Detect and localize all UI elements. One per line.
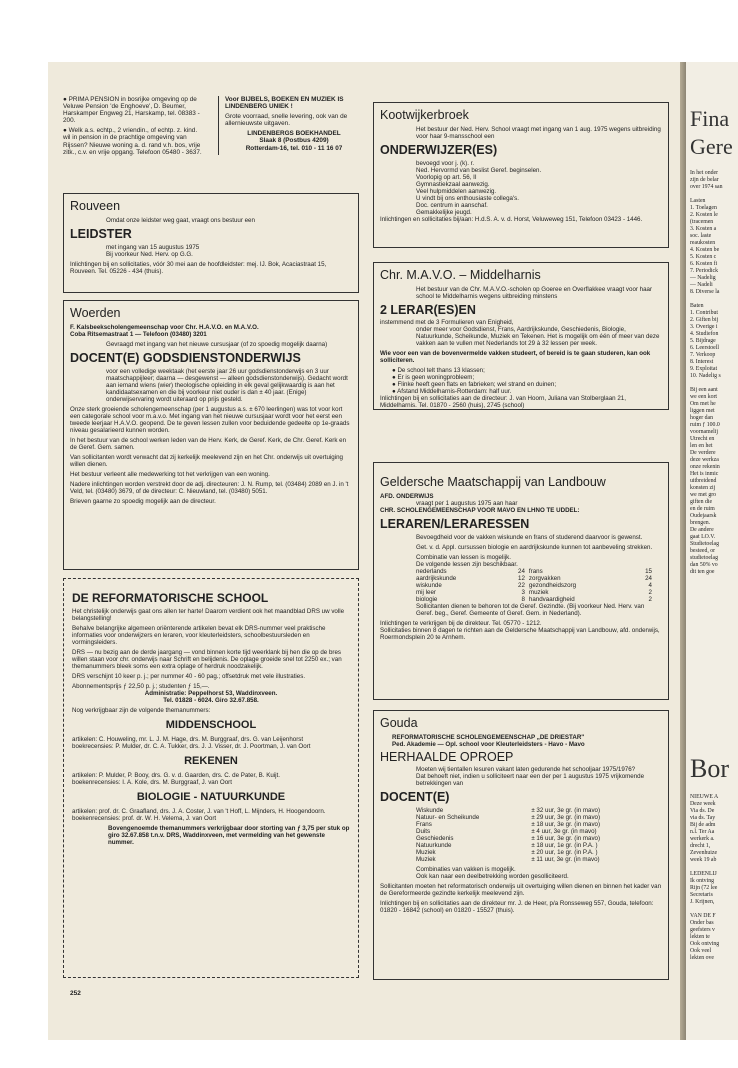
gouda-role: DOCENT(E) [380, 790, 450, 804]
table-cell: Natuur- en Scheikunde [416, 814, 480, 821]
table-cell: Muziek [416, 856, 436, 863]
table-cell: Duits [416, 828, 431, 835]
landbouw-school: CHR. SCHOLENGEMEENSCHAP VOOR MAVO EN LHNO TE UDDEL: [380, 507, 580, 514]
ad-rijssen: ● Welk a.s. echtp., 2 vriendin., of echtp. z. kind. wil in pension in de prachtige omgeving van Rijssen? Nieuwe woning a. d. rand v.h. bos, vrije zitk., c.v. en vrije opgang. Telefoon 05480 - 3637. [63, 127, 202, 156]
right-text-line: liggen met [690, 408, 715, 414]
landbouw-role: LERAREN/LERARESSEN [380, 517, 530, 531]
right-page-fragment [686, 62, 738, 1040]
right-text-line: studietoelag [690, 555, 719, 561]
right-text-line: 9. Exploitat [690, 366, 718, 372]
table-row [416, 575, 656, 582]
right-text-line: 3. Overige i [690, 324, 718, 330]
page-number: 252 [70, 990, 81, 997]
right-text-line: dit ten goe [690, 569, 715, 575]
right-text-line: deze werkza [690, 457, 719, 463]
right-text-line: konsten zij [690, 485, 716, 491]
drs-theme2: REKENEN [184, 755, 238, 767]
landbouw-l3: Combinatie van lessen is mogelijk. [416, 554, 511, 561]
table-row [416, 821, 656, 828]
gouda-org1: REFORMATORISCHE SCHOLENGEMEENSCHAP „DE DRIESTAR" [392, 734, 585, 741]
kootwijk-l5: Veel hulpmiddelen aanwezig. [416, 188, 497, 195]
drs-p5: Abonnementsprijs ƒ 22,50 p. j.; studenten ƒ 15,—. [72, 683, 210, 690]
landbouw-info2: Sollicitaties binnen 8 dagen te richten aan de Geldersche Maatschappij van Landbouw, afd. onderwijs, Roermondsplein 20 te Arnhem. [380, 627, 660, 641]
mavo-bold: Wie voor een van de bovenvermelde vakken studeert, of bereid is te gaan studeren, kan ook solliciteren. [380, 350, 651, 364]
drs-p6: Nog verkrijgbaar zijn de volgende themanummers: [72, 707, 211, 714]
right-text-line: Zevenhuize [690, 850, 718, 856]
drs-theme1: MIDDENSCHOOL [165, 719, 257, 731]
table-row [416, 589, 656, 596]
rouveen-l2: Bij voorkeur Ned. Herv. op G.G. [106, 251, 193, 258]
drs-p2: Behalve belangrijke algemeen oriënterende artikelen bevat elk DRS-nummer veel praktische informaties voor onderwijzers en leraren, voor kleuterleidsters, schoolbestuursleden en vormingsleiders. [72, 625, 326, 646]
classified-ads [63, 96, 205, 159]
right-text-line: De andere [690, 527, 714, 533]
table-cell: frans [528, 568, 543, 575]
right-text-line: Lasten [690, 198, 706, 204]
right-text-line: In het onder [690, 170, 719, 176]
table-cell: ± 18 uur, 1e gr. (in P.A. ) [531, 842, 598, 849]
right-text-line: over 1974 san [690, 184, 723, 190]
lindenberg-addr1: Slaak 8 (Postbus 4209) [259, 137, 329, 145]
table-cell: Natuurkunde [416, 842, 452, 849]
drs-theme1-reviews: boekrecensies: P. Mulder, dr. C. A. Tukker, drs. J. J. Visser, dr. J. Poortman, J. van Oort [72, 743, 311, 750]
mavo-body: onder meer voor Godsdienst, Frans, Aardrijkskunde, Geschiedenis, Biologie, Natuurkunde, Scheikunde, Muziek en Tekenen. Het is mogelijk om één of meer van deze vakken aan te vullen met Nederlands tot 29 à 32 lessen per week. [416, 326, 660, 347]
landbouw-title: Geldersche Maatschappij van Landbouw [380, 475, 606, 489]
kootwijk-l7: Doc. centrum in aanschaf. [416, 202, 488, 209]
kootwijk-list [380, 160, 662, 216]
rouveen-intro: Omdat onze leidster weg gaat, vraagt ons bestuur een [106, 217, 255, 224]
right-text-line: onze rekenin [690, 464, 720, 470]
table-cell: ± 20 uur, 1e gr. (in P.A. ) [531, 849, 598, 856]
gouda-intro1: Moeten wij tientallen lesuren vakant laten gedurende het schooljaar 1975/1976? [416, 766, 636, 773]
right-text-line: lekten te [690, 934, 710, 940]
table-row [416, 807, 656, 814]
right-text-line: 1. Toelagen [690, 205, 717, 211]
table-cell: 12 [518, 575, 525, 582]
right-text-line: De verdere [690, 450, 716, 456]
landbouw-intro: vraagt per 1 augustus 1975 aan haar [416, 500, 518, 507]
mavo-info: Inlichtingen bij en sollicitaties aan de directeur: J. van Hoorn, Juliana van Stolberglaan 21, Middelharnis. Tel. 01870 - 2560 (huis), 2745 (school) [380, 395, 626, 409]
mavo-role: 2 LERAR(ES)EN [380, 303, 476, 317]
table-cell: zorgvakken [528, 575, 561, 582]
gouda-sol: Sollicitanten moeten het reformatorisch onderwijs uit overtuiging willen dienen en binnen het kader van de Gereformeerde gezindte kerkelijk meelevend zijn. [380, 883, 662, 897]
right-text-line: voornamelij [690, 429, 719, 435]
right-text-line: Utrecht en [690, 436, 715, 442]
right-text-line: dan 50% vo [690, 562, 718, 568]
gouda-title: Gouda [380, 716, 418, 730]
right-text-line: 6. Kosten fi [690, 261, 718, 267]
gouda-subjects-table [416, 807, 656, 863]
right-text-line: Om met he [690, 401, 716, 407]
table-cell: 2 [648, 596, 652, 603]
lindenberg-ad [218, 96, 363, 155]
right-text-line: week 19 ab [690, 857, 717, 863]
right-text-line: — Nadeli [690, 282, 713, 288]
right-text-line: 7. Periodick [690, 268, 719, 274]
right-text-line: Studietoelag [690, 541, 719, 547]
mavo-b3: ● Flinke heeft geen flats en fabrieken; wel strand en duinen; [392, 381, 557, 388]
right-text-line: drecht 1, [690, 843, 711, 849]
mavo-b2: ● Er is geen woningprobleem; [392, 374, 475, 381]
landbouw-sol: Sollicitanten dienen te behoren tot de Geref. Gezindte. (Bij voorkeur Ned. Herv. van Geref. beg., Geref. Gemeente of Geref. Gem. in Nederland). [416, 603, 645, 617]
ad-landbouw [373, 462, 669, 700]
right-text-line: 6. Leerstoell [690, 345, 719, 351]
ad-reformatorische-school [63, 578, 359, 978]
right-text-line: 10. Nadelig s [690, 373, 721, 379]
table-cell: 4 [648, 582, 652, 589]
table-row [416, 582, 656, 589]
table-cell: Muziek [416, 849, 436, 856]
mavo-b1: ● De school telt thans 13 klassen; [392, 367, 485, 374]
mavo-sub: instemmend met de 3 Formulieren van Enigheid, [380, 319, 514, 326]
right-text-line: werkerk a. [690, 836, 715, 842]
woerden-body4: Van sollicitanten wordt verwacht dat zij kerkelijk meelevend zijn en het Chr. onderwijs uit overtuiging willen dienen. [70, 454, 343, 468]
right-title-2: Gere [690, 134, 733, 159]
kootwijk-l8: Gemakkelijke jeugd. [416, 209, 472, 216]
ad-gouda [373, 710, 669, 980]
landbouw-l2: Get. v. d. Appl. cursussen biologie en aardrijkskunde kunnen tot aanbeveling strekken. [416, 544, 653, 551]
right-text-line: 8. Diverse la [690, 289, 720, 295]
right-text-line: len en het [690, 443, 713, 449]
table-cell: ± 4 uur, 3e gr. (in mavo) [531, 828, 597, 835]
right-text-line: Bij een aant [690, 387, 718, 393]
table-cell: mij leer [416, 589, 436, 596]
right-text-line: hoger dan [690, 415, 714, 421]
right-text-line: Het is inmic [690, 471, 719, 477]
table-cell: Frans [416, 821, 432, 828]
gouda-c1: Combinaties van vakken is mogelijk. [416, 866, 516, 873]
right-text-line: (tracemen [690, 219, 714, 225]
right-text-line: zijn de belar [690, 177, 719, 183]
table-row [416, 596, 656, 603]
table-cell: Geschiedenis [416, 835, 454, 842]
right-text-line: soc. laste [690, 233, 712, 239]
woerden-org1: F. Kalsbeekscholengemeenschap voor Chr. H.A.V.O. en M.A.V.O. [70, 324, 259, 331]
right-text-line: Secretaris [690, 892, 713, 898]
right-text-line: besteed, or [690, 548, 716, 554]
drs-theme1-articles: artikelen: C. Houweling, mr. L. J. M. Hage, drs. M. Burggraaf, drs. G. van Leijenhorst [72, 736, 304, 743]
right-text-line: brengen. [690, 520, 711, 526]
table-cell: ± 16 uur, 3e gr. (in mavo) [531, 835, 601, 842]
kootwijk-info: Inlichtingen en sollicitaties bij/aan: H.d.S. A. v. d. Horst, Veluweweg 151, Telefoon 03423 - 1446. [380, 216, 643, 223]
mavo-b2-text: Er is geen woningprobleem; [397, 374, 475, 381]
table-cell: 24 [518, 568, 525, 575]
ad-pension: ● PRIMA PENSION in bosrijke omgeving op de Veluwe Pension 'de Enghoeve', D. Beumer, Harskamper Engweg 21, Harskamp, tel. 08383 - 200. [63, 96, 200, 125]
woerden-body2: Onze sterk groeiende scholengemeenschap (per 1 augustus a.s. ± 670 leerlingen) was tot voor kort een categorale school voor m.a.v.o. Met ingang van het nieuwe cursusjaar wordt voor het eerst een tweede leerjaar H.A.V.O. geopend. De te geven lessen zullen voor beduidende gedeelte op 1e-graads niveau gesalarieerd kunnen worden. [70, 406, 350, 434]
right-text-line: Ook ontving [690, 941, 720, 947]
right-text-line: VAN DE F [690, 913, 716, 919]
right-text-line: 4. Studiefon [690, 331, 719, 337]
table-cell: ± 29 uur, 3e gr. (in mavo) [531, 814, 601, 821]
right-text-line: 8. Interest [690, 359, 714, 365]
landbouw-details [380, 534, 662, 617]
table-cell: 24 [645, 575, 652, 582]
ad-rouveen [63, 193, 359, 293]
right-text-line: 5. Bijdrage [690, 338, 716, 344]
right-text-line: lekten ove [690, 955, 714, 961]
right-text-line: 4. Kosten be [690, 247, 720, 253]
table-cell: aardrijkskunde [416, 575, 457, 582]
table-cell: 15 [645, 568, 652, 575]
right-text-line: 5. Kosten c [690, 254, 717, 260]
mavo-intro: Het bestuur van de Chr. M.A.V.O.-scholen op Goeree en Overflakkee vraagt voor haar school te Middelharnis wegens uitbreiding minstens [416, 286, 653, 300]
right-text-line: gaat LO.V. [690, 534, 716, 540]
gouda-intro2: Dat behoeft niet, indien u solliciteert naar een der per 1 augustus 1975 vrijkomende betrekkingen van [416, 773, 645, 787]
lindenberg-text: Grote voorraad, snelle levering, ook van de allernieuwste uitgaven. [225, 113, 348, 128]
rouveen-l1: met ingang van 15 augustus 1975 [106, 244, 200, 251]
right-text-line: giften die [690, 499, 713, 505]
table-cell: ± 11 uur, 3e gr. (in mavo) [531, 856, 600, 863]
mavo-b4: ● Afstand Middelharnis-Rotterdam: half uur. [392, 388, 512, 395]
drs-p3: DRS — nu bezig aan de derde jaargang — vond binnen korte tijd weerklank bij hen die op de bres willen staan voor chr. onderwijs naar Schrift en belijdenis. De oplage groeide snel tot 2250 ex.; van themanummers bleek soms een extra oplage of herdruk noodzakelijk. [72, 649, 342, 670]
mavo-bullets [380, 367, 662, 395]
right-text-line: via ds. Tay [690, 815, 716, 821]
ad-rijssen-text: Welk a.s. echtp., 2 vriendin., of echtp. z. kind. wil in pension in de prachtige omgeving van Rijssen? Nieuwe woning a. d. rand v.h. bos, vrije zitk., c.v. en vrije opgang. Telefoon 05480 - 3637. [63, 127, 202, 156]
landbouw-afd: AFD. ONDERWIJS [380, 493, 434, 500]
table-row [416, 568, 656, 575]
drs-theme3: BIOLOGIE - NATUURKUNDE [136, 791, 286, 803]
mavo-b3-text: Flinke heeft geen flats en fabrieken; wel strand en duinen; [397, 381, 557, 388]
mavo-b4-text: Afstand Middelharnis-Rotterdam: half uur. [397, 388, 512, 395]
right-text-line: 2. Kosten le [690, 212, 718, 218]
woerden-title: Woerden [70, 306, 121, 320]
table-cell: handvaardigheid [528, 596, 575, 603]
table-cell: ± 18 uur, 3e gr. (in mavo) [531, 821, 601, 828]
kootwijk-l6: U vindt bij ons enthousiaste collega's. [416, 195, 519, 202]
right-text-line: 2. Giften bij [690, 317, 719, 323]
table-cell: muziek [528, 589, 549, 596]
gouda-c2: Ook kan naar een deelbetrekking worden gesolliciteerd. [416, 873, 569, 880]
table-cell: 2 [648, 589, 652, 596]
kootwijk-role: ONDERWIJZER(ES) [380, 143, 498, 157]
right-text-line: Bij de adm [690, 822, 716, 828]
right-text-line: 1. Contribut [690, 310, 719, 316]
right-text-line: Baten [690, 303, 704, 309]
table-cell: biologie [416, 596, 438, 603]
right-text-line: NIEUWE A [690, 794, 719, 800]
ad-kootwijkerbroek [373, 102, 669, 248]
table-cell: 3 [521, 589, 525, 596]
right-text-line: geefsters v [690, 927, 715, 933]
right-text-line: Ik ontving [690, 878, 714, 884]
right-text-line: Deze week [690, 801, 716, 807]
drs-p4: DRS verschijnt 10 keer p. j.; per nummer 40 - 60 pag.; offsetdruk met vele illustraties. [72, 673, 306, 680]
kootwijk-l1: bevoegd voor j. (k). r. [416, 160, 475, 167]
woerden-body1: voor een volledige weektaak (het eerste jaar 26 uur godsdienstonderwijs en 3 uur maatschappijleer; daarna — desgewenst — alleen godsdienstonderwijs). Gedacht wordt aan iemand wiens (wier) theologische opleiding in elk geval gelijkwaardig is aan het kandidaatsexamen en die bij voorkeur niet ouder is dan ± 40 jaar. (Enige) onderwijservaring wordt uiteraard op prijs gesteld. [106, 368, 348, 403]
drs-theme3-reviews: boekenrecensies: prof. dr. W. H. Velema, J. van Oort [72, 815, 217, 822]
table-row [416, 856, 656, 863]
right-text-line: en de ruim [690, 506, 715, 512]
table-cell: nederlands [416, 568, 447, 575]
table-row [416, 842, 656, 849]
right-text-line: we een kort [690, 394, 718, 400]
kootwijk-l4: Gymnastiekzaal aanwezig. [416, 181, 490, 188]
right-text-line: uitbreidend [690, 478, 717, 484]
right-text-line: Rijn (72 lee [690, 885, 718, 891]
right-text-line: n.l. Ter Aa [690, 829, 715, 835]
right-text-line: ruim ƒ 100.0 [690, 422, 720, 428]
woerden-intro: Gevraagd met ingang van het nieuwe cursusjaar (of zo spoedig mogelijk daarna) [106, 341, 328, 348]
gouda-info: Inlichtingen bij en sollicitaties aan de direkteur mr. J. de Heer, p/a Ronsseweg 557, Gouda, telefoon: 01820 - 16842 (school) en 01820 - 15527 (thuis). [380, 900, 654, 914]
woerden-body5: Het bestuur verleent alle medewerking tot het verkrijgen van een woning. [70, 471, 270, 478]
ad-pension-text: PRIMA PENSION in bosrijke omgeving op de Veluwe Pension 'de Enghoeve', D. Beumer, Harskamper Engweg 21, Harskamp, tel. 08383 - 200. [63, 96, 200, 125]
ad-middelharnis [373, 262, 669, 410]
landbouw-info1: Inlichtingen te verkrijgen bij de direkteur. Tel. 05770 - 1212. [380, 620, 542, 627]
table-cell: 8 [521, 596, 525, 603]
landbouw-lessons-table [416, 568, 656, 603]
gouda-heading: HERHAALDE OPROEP [380, 750, 514, 764]
woerden-org2: Coba Ritsemastraat 1 — Telefoon (03480) 3201 [70, 331, 207, 338]
right-text-line: 7. Verkoop [690, 352, 716, 358]
table-cell: Wiskunde [416, 807, 444, 814]
rouveen-title: Rouveen [70, 199, 121, 213]
table-row [416, 814, 656, 821]
landbouw-l1: Bevoegdheid voor de vakken wiskunde en frans of studerend daarvoor is gewenst. [416, 534, 643, 541]
mavo-title: Chr. M.A.V.O. – Middelharnis [380, 268, 541, 282]
lindenberg-shop: LINDENBERGS BOEKHANDEL [247, 130, 341, 138]
lindenberg-heading: Voor BIJBELS, BOEKEN EN MUZIEK IS LINDENBERG UNIEK ! [225, 96, 344, 111]
drs-title: DE REFORMATORISCHE SCHOOL [72, 591, 269, 605]
right-text-line: Onder bas [690, 920, 714, 926]
table-row [416, 828, 656, 835]
drs-footer: Bovengenoemde themanummers verkrijgbaar door storting van ƒ 3,75 per stuk op giro 32.67.858 t.n.v. DRS, Waddinxveen, met vermelding van het gewenste nummer. [108, 825, 350, 846]
drs-theme3-articles: artikelen: prof. dr. C. Graafland, drs. J. A. Coster, J. van 't Hoff, L. Mijnders, H. Hoogendoorn. [72, 808, 326, 815]
right-text-line: Oudejaarsk [690, 513, 717, 519]
table-row [416, 849, 656, 856]
table-cell: 22 [518, 582, 525, 589]
table-cell: gezondheidszorg [528, 582, 577, 589]
rouveen-role: LEIDSTER [70, 227, 132, 241]
gouda-org2: Ped. Akademie — Opl. school voor Kleuterleidsters - Havo - Mavo [392, 741, 585, 748]
drs-theme2-articles: artikelen: P. Mulder, P. Booy, drs. G. v. d. Gaarden, drs. C. de Pater, B. Kuijt. [72, 772, 280, 779]
woerden-body6: Nadere inlichtingen worden verstrekt door de adj. directeuren: J. N. Rump, tel. (03484) 2089 en J. in 't Veld, tel. (03480) 3679, of de directeur: C. Nieuwland, tel. (03480) 5051. [70, 481, 349, 495]
ad-woerden [63, 300, 359, 570]
table-row [416, 835, 656, 842]
drs-p1: Het christelijk onderwijs gaat ons allen ter harte! Daarom verdient ook het maandblad DRS uw volle belangstelling! [72, 608, 345, 622]
right-title-1: Fina [690, 106, 730, 131]
mavo-b1-text: De school telt thans 13 klassen; [397, 367, 485, 374]
kootwijk-l3: Voorlopig op art. 56, II [416, 174, 477, 181]
right-text-line: — Nadelig [690, 275, 716, 281]
landbouw-l4: De volgende lessen zijn beschikbaar. [416, 561, 518, 568]
drs-theme2-reviews: boekenrecensies: I. A. Kole, drs. M. Burggraaf, J. van Oort [72, 779, 232, 786]
kootwijk-l2: Ned. Hervormd van beslist Geref. beginselen. [416, 167, 542, 174]
drs-adm2: Tel. 01828 - 6024. Giro 32.67.858. [163, 697, 259, 704]
right-text-line: J. Krijnen, [690, 899, 715, 905]
lindenberg-addr2: Rotterdam-16, tel. 010 - 11 16 07 [245, 144, 343, 152]
right-text-line: Ook veel [690, 948, 712, 954]
woerden-body3: In het bestuur van de school werken leden van de Herv. Kerk, de Geref. Kerk, de Chr. Geref. Kerk en de Geref. Gem. samen. [70, 437, 347, 451]
right-text-line: 3. Kosten a [690, 226, 717, 232]
woerden-role: DOCENT(E) GODSDIENSTONDERWIJS [70, 351, 301, 365]
right-text-line: reaukosten [690, 240, 716, 246]
right-text-line: LEDENLIJ [690, 871, 717, 877]
table-cell: ± 32 uur, 3e gr. (in mavo) [531, 807, 601, 814]
kootwijk-intro: Het bestuur der Ned. Herv. School vraagt met ingang van 1 aug. 1975 wegens uitbreiding voor haar 9-mansschool een [416, 126, 661, 140]
table-cell: wiskunde [416, 582, 442, 589]
right-text-line: Via ds. De [690, 808, 715, 814]
drs-adm1: Administratie: Peppelhorst 53, Waddinxveen. [144, 690, 278, 697]
right-text-line: we met gro [690, 492, 717, 498]
right-title-3: Bor [690, 754, 729, 783]
kootwijk-title: Kootwijkerbroek [380, 108, 469, 122]
rouveen-info: Inlichtingen bij en sollicitaties, vóór 30 mei aan de hoofdleidster: mej. IJ. Bok, Acaciastraat 15, Rouveen. Tel. 05226 - 434 (thuis). [70, 261, 327, 275]
woerden-body7: Brieven gaarne zo spoedig mogelijk aan de directeur. [70, 498, 216, 505]
